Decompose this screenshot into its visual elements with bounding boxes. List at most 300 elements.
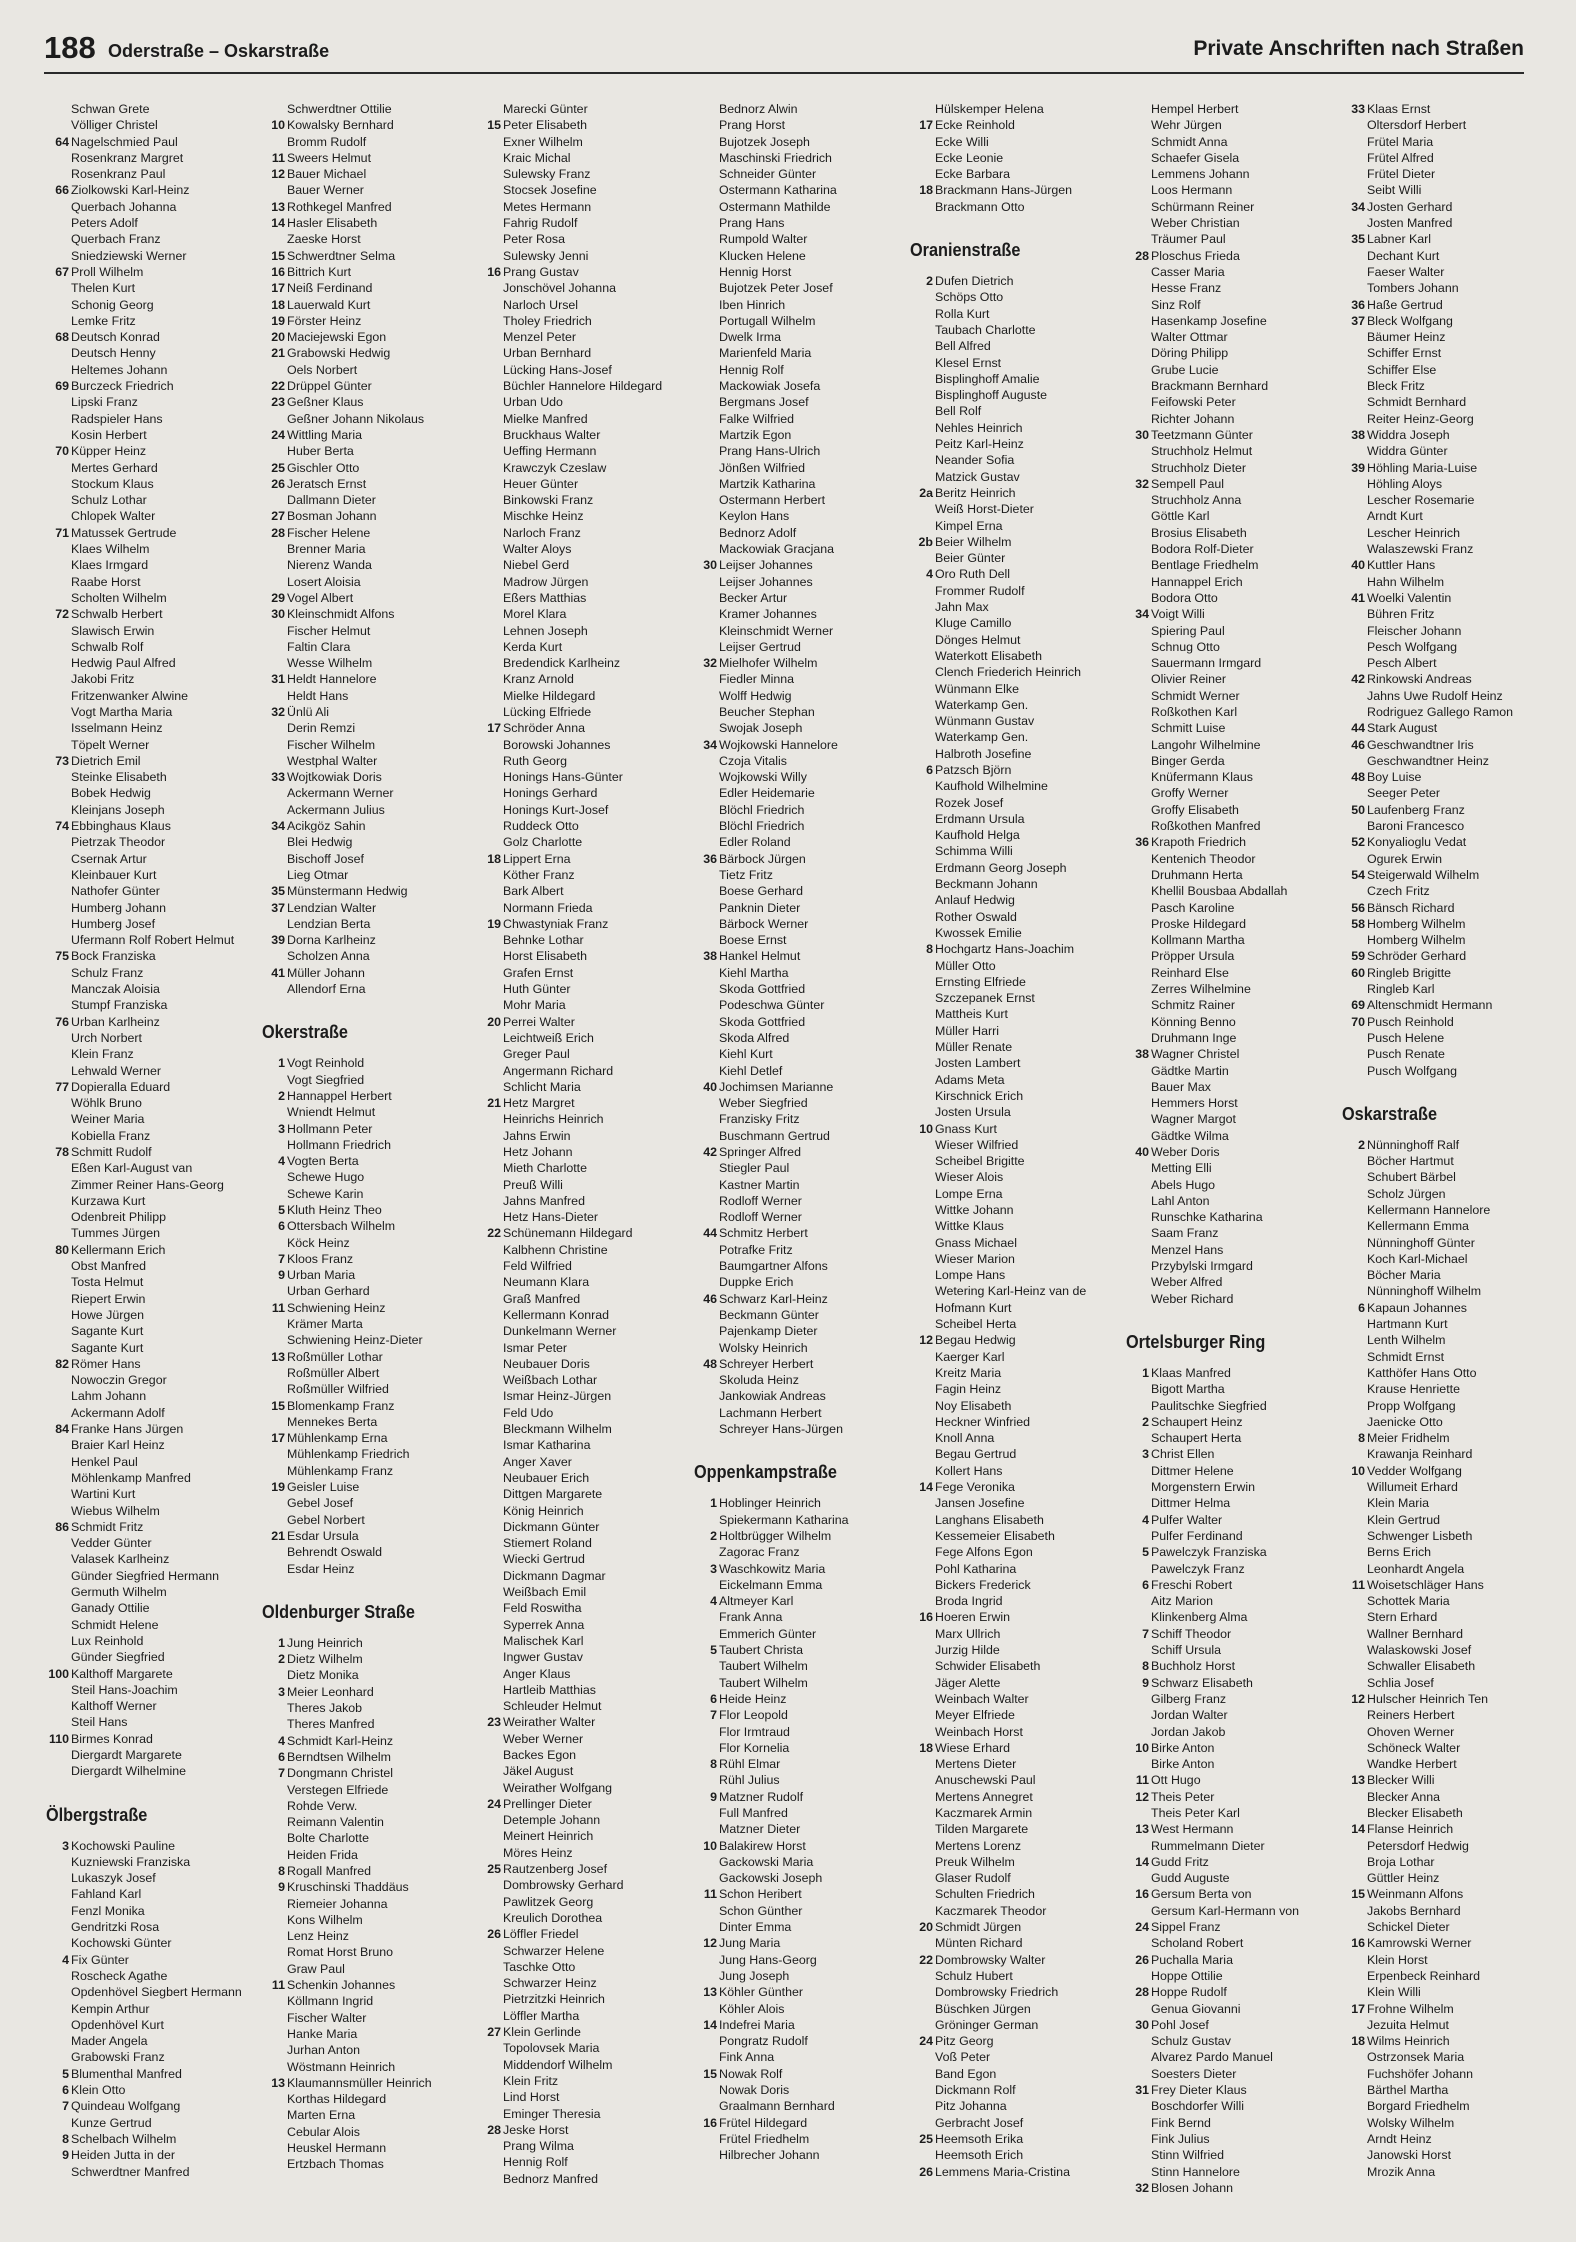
resident-entry (1342, 1935, 1554, 1951)
resident-name: Mertens Lorenz (935, 1838, 1022, 1853)
resident-entry (910, 1984, 1122, 2000)
resident-entry (1126, 280, 1338, 296)
resident-entry (910, 2098, 1122, 2114)
resident-name: Deutsch Konrad (71, 330, 160, 345)
house-number: 38 (1135, 1047, 1149, 1062)
resident-entry (478, 329, 690, 345)
resident-entry (46, 1209, 258, 1225)
resident-entry (478, 1812, 690, 1828)
resident-entry (478, 1633, 690, 1649)
resident-name: Brackmann Otto (935, 199, 1025, 214)
resident-entry (694, 2066, 906, 2082)
resident-name: Stark August (1367, 721, 1438, 736)
resident-name: Bednorz Adolf (719, 525, 797, 540)
resident-name: Pitz Georg (935, 2034, 994, 2049)
resident-entry (478, 737, 690, 753)
resident-name: Cebular Alois (287, 2124, 361, 2139)
resident-entry (46, 492, 258, 508)
resident-entry (910, 648, 1122, 664)
resident-entry (1342, 1235, 1554, 1251)
house-number: 74 (55, 819, 69, 834)
resident-entry (262, 1977, 474, 1993)
resident-name: Walaskowski Josef (1367, 1643, 1472, 1658)
resident-entry (46, 1291, 258, 1307)
house-number: 28 (271, 525, 285, 540)
resident-name: Indefrei Maria (719, 2017, 795, 2032)
resident-entry (694, 1307, 906, 1323)
resident-name: Möres Heinz (503, 1845, 573, 1860)
resident-entry (46, 378, 258, 394)
resident-entry (1126, 476, 1338, 492)
resident-entry (1126, 101, 1338, 117)
resident-name: Kerda Kurt (503, 639, 563, 654)
resident-name: Menzel Peter (503, 330, 577, 345)
resident-entry (694, 965, 906, 981)
resident-name: Frank Anna (719, 1610, 783, 1625)
house-number: 2 (278, 1652, 285, 1667)
resident-entry (46, 1935, 258, 1951)
resident-name: Hennig Rolf (503, 2155, 568, 2170)
resident-entry (46, 769, 258, 785)
resident-entry (694, 590, 906, 606)
resident-name: Humberg Johann (71, 900, 167, 915)
resident-entry (46, 2082, 258, 2098)
resident-entry (262, 1512, 474, 1528)
house-number: 25 (271, 460, 285, 475)
resident-entry (1126, 1658, 1338, 1674)
resident-entry (910, 1544, 1122, 1560)
resident-entry (694, 378, 906, 394)
house-number: 46 (703, 1291, 717, 1306)
resident-name: Fink Julius (1151, 2131, 1210, 2146)
resident-entry (46, 476, 258, 492)
resident-name: Kollert Hans (935, 1463, 1003, 1478)
resident-name: Kobiella Franz (71, 1128, 151, 1143)
resident-name: Hartleib Matthias (503, 1682, 596, 1697)
resident-name: Menzel Hans (1151, 1242, 1224, 1257)
house-number: 10 (271, 118, 285, 133)
resident-entry (1126, 606, 1338, 622)
house-number: 28 (1135, 1985, 1149, 2000)
resident-entry (694, 476, 906, 492)
resident-entry (1126, 1177, 1338, 1193)
resident-entry (478, 834, 690, 850)
resident-name: Brenner Maria (287, 542, 366, 557)
resident-name: Neubauer Doris (503, 1356, 590, 1371)
resident-entry (1126, 1046, 1338, 1062)
resident-entry (694, 182, 906, 198)
resident-name: Rolla Kurt (935, 306, 990, 321)
resident-name: Erpenbeck Reinhard (1367, 1968, 1480, 1983)
resident-name: Homberg Wilhelm (1367, 916, 1466, 931)
resident-entry (478, 215, 690, 231)
house-number: 66 (55, 183, 69, 198)
resident-name: Heckner Winfried (935, 1414, 1031, 1429)
resident-entry (1342, 2115, 1554, 2131)
house-number: 42 (703, 1145, 717, 1159)
resident-entry (46, 818, 258, 834)
resident-entry (910, 322, 1122, 338)
house-number: 4 (926, 567, 933, 582)
resident-name: Narloch Ursel (503, 297, 579, 312)
resident-name: Germuth Wilhelm (71, 1585, 167, 1600)
house-number: 9 (278, 1880, 285, 1895)
house-number: 78 (55, 1145, 69, 1159)
resident-name: Pietrzak Theodor (71, 835, 166, 850)
resident-name: Günder Siegfried (71, 1650, 165, 1665)
resident-entry (694, 443, 906, 459)
resident-entry (478, 688, 690, 704)
resident-entry (694, 1177, 906, 1193)
resident-name: Sinz Rolf (1151, 297, 1201, 312)
resident-entry (694, 2098, 906, 2114)
house-number: 16 (1351, 1936, 1365, 1951)
resident-entry (1126, 965, 1338, 981)
resident-entry (1342, 704, 1554, 720)
house-number: 24 (271, 427, 285, 442)
resident-entry (694, 1512, 906, 1528)
resident-name: Dorna Karlheinz (287, 933, 376, 948)
resident-name: Kuttler Hans (1367, 558, 1436, 573)
resident-entry (262, 834, 474, 850)
street-range: Oderstraße – Oskarstraße (108, 41, 330, 61)
resident-entry (1342, 1691, 1554, 1707)
resident-entry (910, 1528, 1122, 1544)
resident-name: Langohr Wilhelmine (1151, 737, 1261, 752)
resident-name: Jordan Walter (1151, 1708, 1228, 1723)
house-number: 18 (919, 183, 933, 198)
resident-entry (478, 1225, 690, 1241)
resident-name: Schon Günther (719, 1903, 803, 1918)
resident-entry (1126, 2180, 1338, 2196)
house-number: 44 (1351, 721, 1365, 736)
resident-name: Römer Hans (71, 1356, 141, 1371)
resident-name: Weber Siegfried (719, 1096, 808, 1111)
resident-entry (1126, 932, 1338, 948)
resident-name: Stumpf Franziska (71, 998, 168, 1013)
resident-name: Fenzl Monika (71, 1903, 145, 1918)
resident-name: Klaas Ernst (1367, 102, 1431, 116)
resident-entry (478, 1046, 690, 1062)
resident-name: Klesel Ernst (935, 355, 1002, 370)
resident-name: Klein Fritz (503, 2073, 559, 2088)
resident-name: Obst Manfred (71, 1259, 147, 1274)
resident-entry (1342, 297, 1554, 313)
resident-name: Preuk Wilhelm (935, 1854, 1015, 1869)
resident-entry (910, 1854, 1122, 1870)
house-number: 7 (62, 2099, 69, 2114)
resident-name: Bauer Werner (287, 183, 364, 198)
resident-entry (1126, 1063, 1338, 1079)
resident-entry (46, 1919, 258, 1935)
resident-name: Proll Wilhelm (71, 264, 144, 279)
resident-name: Flor Kornelia (719, 1740, 790, 1755)
resident-name: Schulz Franz (71, 965, 144, 980)
resident-entry (694, 1593, 906, 1609)
resident-entry (694, 329, 906, 345)
resident-entry (478, 248, 690, 264)
resident-entry (694, 492, 906, 508)
resident-name: Huber Berta (287, 444, 354, 459)
resident-name: Weber Doris (1151, 1145, 1220, 1159)
resident-name: Schöneck Walter (1367, 1740, 1461, 1755)
resident-name: Tietz Fritz (719, 867, 773, 882)
resident-name: Lippert Erna (503, 851, 571, 866)
resident-name: Schickel Dieter (1367, 1920, 1450, 1935)
resident-name: Schewe Karin (287, 1186, 364, 1201)
resident-entry (262, 851, 474, 867)
house-number: 18 (487, 851, 501, 866)
resident-entry (478, 2057, 690, 2073)
resident-name: Struchholz Dieter (1151, 460, 1247, 475)
resident-entry (478, 2024, 690, 2040)
resident-name: Binkowski Franz (503, 493, 594, 508)
resident-name: Wittke Johann (935, 1203, 1014, 1217)
house-number: 84 (55, 1422, 69, 1437)
resident-entry (1342, 1365, 1554, 1381)
resident-name: Dopieralla Eduard (71, 1079, 171, 1094)
resident-entry (694, 1870, 906, 1886)
resident-name: Kessemeier Elisabeth (935, 1528, 1055, 1543)
resident-entry (262, 427, 474, 443)
resident-name: Patzsch Björn (935, 762, 1012, 777)
resident-entry (46, 1633, 258, 1649)
resident-entry (694, 541, 906, 557)
resident-name: Anuschewski Paul (935, 1773, 1036, 1788)
resident-name: Sniedziewski Werner (71, 248, 187, 263)
resident-name: Dechant Kurt (1367, 248, 1440, 263)
resident-name: Schiff Ursula (1151, 1643, 1222, 1658)
resident-entry (910, 2131, 1122, 2147)
resident-entry (478, 460, 690, 476)
resident-entry (262, 590, 474, 606)
resident-entry (1342, 1984, 1554, 2000)
resident-entry (1126, 720, 1338, 736)
resident-name: Falke Wilfried (719, 411, 795, 426)
house-number: 34 (1351, 199, 1365, 214)
resident-name: Weirather Walter (503, 1715, 596, 1730)
house-number: 6 (926, 762, 933, 777)
resident-entry (262, 476, 474, 492)
house-number: 28 (487, 2122, 501, 2137)
resident-entry (910, 1935, 1122, 1951)
resident-entry (46, 525, 258, 541)
resident-name: Lompe Hans (935, 1268, 1006, 1283)
house-number: 6 (1142, 1577, 1149, 1592)
resident-entry (478, 1503, 690, 1519)
house-number: 37 (271, 900, 285, 915)
resident-name: Müller Otto (935, 958, 996, 973)
house-number: 40 (703, 1079, 717, 1094)
resident-name: Schubert Bärbel (1367, 1170, 1456, 1185)
resident-entry (46, 997, 258, 1013)
resident-name: Ringleb Brigitte (1367, 965, 1452, 980)
resident-name: Jurzig Hilde (935, 1643, 1000, 1658)
resident-entry (478, 1731, 690, 1747)
resident-name: Losert Aloisia (287, 574, 361, 589)
resident-name: Skoda Gottfried (719, 982, 806, 997)
resident-name: König Heinrich (503, 1503, 584, 1518)
resident-name: Kloos Franz (287, 1251, 354, 1266)
resident-entry (1342, 2033, 1554, 2049)
resident-entry (1342, 655, 1554, 671)
resident-name: Tosta Helmut (71, 1275, 144, 1290)
resident-entry (46, 1698, 258, 1714)
resident-name: Manczak Aloisia (71, 982, 160, 997)
house-number: 9 (62, 2148, 69, 2163)
resident-entry (46, 671, 258, 687)
resident-name: Braier Karl Heinz (71, 1438, 165, 1453)
resident-name: Ecke Leonie (935, 150, 1004, 165)
resident-name: Narloch Franz (503, 525, 581, 540)
resident-entry (1342, 590, 1554, 606)
resident-name: Marten Erna (287, 2108, 356, 2123)
resident-entry (694, 851, 906, 867)
resident-entry (910, 1235, 1122, 1251)
house-number: 11 (271, 1300, 285, 1315)
resident-entry (910, 1626, 1122, 1642)
resident-entry (694, 1388, 906, 1404)
resident-entry (262, 916, 474, 932)
resident-name: Behnke Lothar (503, 933, 584, 948)
house-number: 1 (278, 1056, 285, 1071)
resident-entry (1126, 1528, 1338, 1544)
resident-name: Laufenberg Franz (1367, 802, 1465, 817)
resident-entry (46, 215, 258, 231)
resident-name: Bell Rolf (935, 404, 982, 419)
resident-entry (694, 1323, 906, 1339)
resident-entry (262, 1186, 474, 1202)
resident-name: Begau Hedwig (935, 1333, 1016, 1348)
resident-name: Esdar Heinz (287, 1561, 355, 1576)
resident-name: Dunkelmann Werner (503, 1324, 617, 1339)
resident-name: Metes Hermann (503, 199, 592, 214)
resident-entry (478, 1063, 690, 1079)
resident-entry (46, 1014, 258, 1030)
resident-entry (262, 264, 474, 280)
resident-name: Jahn Max (935, 600, 989, 615)
resident-name: Prang Hans (719, 216, 785, 231)
resident-name: Steil Hans-Joachim (71, 1682, 178, 1697)
resident-entry (694, 101, 906, 117)
resident-name: Ufermann Rolf Robert Helmut (71, 933, 235, 948)
resident-entry (1126, 248, 1338, 264)
resident-entry (1342, 1561, 1554, 1577)
resident-name: Rosenkranz Margret (71, 150, 184, 165)
resident-entry (1126, 166, 1338, 182)
resident-entry (46, 166, 258, 182)
page-number: 188 (44, 30, 96, 65)
resident-entry (46, 460, 258, 476)
resident-entry (46, 1870, 258, 1886)
resident-name: Möhlenkamp Manfred (71, 1470, 191, 1485)
resident-name: Bolte Charlotte (287, 1831, 369, 1846)
resident-name: Honings Gerhard (503, 786, 598, 801)
resident-name: Syperrek Anna (503, 1617, 585, 1632)
house-number: 25 (487, 1862, 501, 1877)
resident-entry (1126, 1095, 1338, 1111)
resident-name: Zimmer Reiner Hans-Georg (71, 1177, 224, 1192)
resident-name: Lompe Erna (935, 1186, 1003, 1201)
resident-name: Ismar Peter (503, 1340, 568, 1355)
resident-entry (46, 1666, 258, 1682)
house-number: 32 (271, 704, 285, 719)
resident-entry (1126, 541, 1338, 557)
resident-entry (478, 1340, 690, 1356)
resident-name: Kunze Gertrud (71, 2115, 152, 2130)
resident-name: Fiedler Minna (719, 672, 795, 687)
resident-name: Greger Paul (503, 1047, 570, 1062)
resident-entry (694, 834, 906, 850)
resident-entry (694, 411, 906, 427)
resident-entry (478, 720, 690, 736)
resident-name: Eickelmann Emma (719, 1577, 823, 1592)
resident-name: Kirschnick Erich (935, 1088, 1024, 1103)
resident-entry (262, 574, 474, 590)
resident-name: Scheibel Brigitte (935, 1154, 1025, 1169)
resident-entry (1342, 492, 1554, 508)
resident-name: Mielhofer Wilhelm (719, 656, 818, 671)
resident-name: Weißbach Lothar (503, 1373, 598, 1388)
resident-entry (262, 720, 474, 736)
resident-entry (478, 1877, 690, 1893)
resident-name: Czech Fritz (1367, 884, 1430, 899)
resident-entry (262, 737, 474, 753)
resident-entry (1342, 1186, 1554, 1202)
resident-entry (694, 785, 906, 801)
resident-name: Klaes Irmgard (71, 558, 149, 573)
resident-name: Hankel Helmut (719, 949, 801, 964)
house-number: 48 (1351, 770, 1365, 785)
resident-entry (1342, 1381, 1554, 1397)
resident-name: Roßmüller Lothar (287, 1349, 383, 1364)
resident-name: Lescher Rosemarie (1367, 493, 1475, 508)
house-number: 3 (278, 1684, 285, 1699)
resident-entry (910, 273, 1122, 289)
resident-name: Clench Friederich Heinrich (935, 665, 1081, 680)
resident-entry (1126, 508, 1338, 524)
resident-entry (1126, 1593, 1338, 1609)
resident-entry (694, 117, 906, 133)
resident-name: Wieser Wilfried (935, 1137, 1019, 1152)
resident-name: Kowalsky Bernhard (287, 118, 394, 133)
house-number: 39 (1351, 460, 1365, 475)
resident-name: Urban Karlheinz (71, 1014, 160, 1029)
resident-entry (694, 150, 906, 166)
resident-name: Weber Richard (1151, 1291, 1234, 1306)
resident-name: Opdenhövel Kurt (71, 2017, 164, 2032)
resident-name: Kaczmarek Armin (935, 1805, 1033, 1820)
resident-name: Sippel Franz (1151, 1920, 1221, 1935)
resident-name: Szczepanek Ernst (935, 991, 1035, 1006)
resident-entry (1342, 1789, 1554, 1805)
house-number: 19 (271, 313, 285, 328)
street-heading: Oranienstraße (910, 239, 1021, 261)
resident-name: Matussek Gertrude (71, 525, 177, 540)
resident-entry (910, 1251, 1122, 1267)
resident-name: Behrendt Oswald (287, 1545, 383, 1560)
resident-name: Klaumannsmüller Heinrich (287, 2075, 432, 2090)
resident-name: Boschdorfer Willi (1151, 2099, 1244, 2114)
resident-name: Nowak Doris (719, 2083, 790, 2098)
resident-name: Kruschinski Thaddäus (287, 1880, 409, 1895)
resident-name: Struchholz Helmut (1151, 444, 1253, 459)
resident-entry (1342, 345, 1554, 361)
resident-name: Fege Alfons Egon (935, 1545, 1033, 1560)
resident-name: Puchalla Maria (1151, 1952, 1233, 1967)
resident-entry (46, 1454, 258, 1470)
resident-name: Bleck Fritz (1367, 379, 1425, 394)
